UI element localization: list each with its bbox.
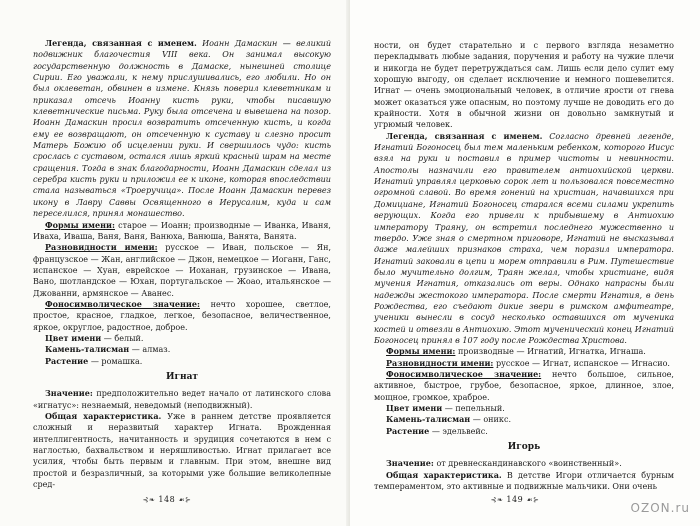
meaning-paragraph bbox=[33, 388, 331, 411]
variants-label: Разновидности имени: bbox=[386, 357, 494, 368]
forms-label: Формы имени: bbox=[386, 346, 456, 357]
legend-paragraph bbox=[33, 38, 331, 220]
stone-paragraph bbox=[33, 344, 331, 355]
stone-text: — оникс. bbox=[472, 415, 512, 425]
continuation-paragraph: ности, он будет старательно и с первого взгляда незаметно перекладывать любые задания, поручения и работу на чужие плечи и никогда не будет перетруждаться сам. Лишь если дело сулит ему хорошую выгоду, он сделает исключение и немного пошевелится. Игнат — очень эмоциональный человек, в отличие ярости от гнева может оказаться уже опасным, но поэтому лучше не доводить его до крайности. Хотя в обычной жизни он довольно замкнутый и угрюмый человек. bbox=[374, 41, 674, 130]
stone-text: — алмаз. bbox=[131, 345, 171, 355]
phono-paragraph bbox=[33, 299, 331, 333]
ozon-watermark: OZON.ru bbox=[630, 501, 690, 515]
plant-paragraph bbox=[374, 426, 674, 437]
forms-text: старое — Иоанн; производные — Иванка, Иваня, Иваха, Иваша, Ваня, Ваня, Ванюха, Ванюша, Ванята, Ванята. bbox=[33, 220, 331, 241]
character-label: Общая характеристика. bbox=[386, 469, 502, 480]
meaning-text: от древнескандинавского «воинственный». bbox=[436, 459, 622, 469]
color-paragraph bbox=[33, 333, 331, 344]
forms-paragraph bbox=[33, 220, 331, 243]
variants-text: русское — Игнат, испанское — Игнасио. bbox=[495, 358, 670, 368]
phono-label: Фоносимволическое значение: bbox=[386, 368, 542, 379]
character-text: В детстве Игори отличается бурным темпераментом, это активные и подвижные мальчики. Они очень bbox=[374, 470, 674, 492]
meaning-label: Значение: bbox=[386, 458, 434, 469]
phono-text: нечто хорошее, светлое, простое, красное, гладкое, легкое, безопасное, величественное, яркое, округлое, радостное, доброе. bbox=[33, 299, 331, 332]
legend-label: Легенда, связанная с именем. bbox=[386, 130, 543, 141]
meaning-paragraph bbox=[374, 458, 674, 469]
forms-paragraph bbox=[374, 346, 674, 357]
plant-text: — ромашка. bbox=[90, 356, 143, 366]
character-paragraph bbox=[33, 411, 331, 490]
color-label: Цвет имени bbox=[386, 403, 443, 413]
legend-text: Согласно древней легенде, Игнатий Богоносец был тем маленьким ребенком, которого Иисус взял на руки и поставил в пример чистоты и невинности. Апостолы назначили его правителем антиохийской церкви. Игнатий управлял церковью сорок лет и пользовался повсеместно огромной славой. Во время гонений на христиан, начавшихся при Домициане, Игнатий Богоносец старался всеми силами укрепить верующих. Когда его привели к прибывшему в Антиохию императору Траяну, он встретил последнего мужественно и твердо. Уже зная о смертном приговоре, Игнатий не высказывал даже малейших признаков страха, чем поразил императора. Игнатий заковали в цепи и морем отправили в Рим. Путешествие было мучительно долгим, Траян желал, чтобы христиане, видя мучения Игнатия, отказались от веры. Однако напрасны были надежды жестокого императора. После смерти Игнатия, в день Рождества, его съедают дикие звери в римском амфитеатре, ученики вынесли в сосуд несколько оставшихся от мученика костей и отвезли в Антиохию. Этот мученический конец Игнатий Богоносец принял в 107 году после Рождества Христова. bbox=[374, 131, 674, 345]
character-label: Общая характеристика. bbox=[45, 411, 162, 421]
variants-paragraph bbox=[33, 242, 331, 299]
plant-text: — эдельвейс. bbox=[431, 426, 488, 436]
name-heading: Игорь bbox=[507, 442, 541, 453]
right-page bbox=[350, 0, 700, 526]
forms-text: производные — Игнатий, Игнатка, Игнаша. bbox=[457, 347, 646, 357]
phono-label: Фоносимволическое значение: bbox=[45, 298, 200, 309]
color-paragraph bbox=[374, 403, 674, 414]
phono-text: нечто большое, сильное, активное, быстрое, грубое, безопасное, яркое, длинное, злое, мощное, громкое, храброе. bbox=[374, 369, 674, 402]
folio-ornament-right: ☙⊱ bbox=[526, 496, 540, 504]
left-column bbox=[33, 38, 331, 490]
color-label: Цвет имени bbox=[45, 332, 102, 343]
legend-label: Легенда, связанная с именем. bbox=[45, 38, 197, 48]
folio-ornament-right: ☙⊱ bbox=[178, 496, 192, 504]
name-heading: Игнат bbox=[165, 371, 198, 382]
page-number-value: 148 bbox=[158, 495, 176, 504]
legend-paragraph bbox=[374, 131, 674, 347]
variants-text: русское — Иван, польское — Ян, французское — Жан, английское — Джон, немецкое — Иоганн, Ганс, испанское — Хуан, еврейское — Иоханан, грузинское — Ивана, Вано, шотландское — Юхан, португальское — Жоао, итальянское — Джованни, армянское — Аванес. bbox=[33, 243, 331, 298]
variants-paragraph bbox=[374, 358, 674, 369]
folio-ornament-left: ⊰❧ bbox=[490, 496, 504, 504]
stone-label: Камень-талисман bbox=[45, 344, 130, 355]
page-number bbox=[0, 495, 342, 504]
stone-paragraph bbox=[374, 414, 674, 425]
character-paragraph bbox=[374, 470, 674, 493]
plant-paragraph bbox=[33, 356, 331, 367]
phono-paragraph bbox=[374, 369, 674, 403]
forms-label: Формы имени: bbox=[45, 219, 115, 230]
folio-ornament-left: ⊰❧ bbox=[142, 496, 156, 504]
right-column bbox=[374, 40, 674, 492]
meaning-label: Значение: bbox=[45, 388, 93, 399]
color-text: — белый. bbox=[103, 333, 144, 343]
page-number-value: 149 bbox=[506, 495, 524, 504]
color-text: — пепельный. bbox=[444, 404, 505, 413]
variants-label: Разновидности имени: bbox=[45, 242, 158, 253]
legend-text: Иоанн Дамаскин — великий подвижник благочестия VIII века. Он занимал высокую государственную должность в Дамаске, нынешней столице Сирии. Его уважали, к нему прислушивались, его любили. Но он был оклеветан, обвинен в измене. Князь поверил клеветникам и приказал отсечь Иоанну кисть руки, чтобы писавшую клеветнические письма. Руку была отсечена и вывешена на позор. Иоанн Дамаскин просил возвратить отсеченную кисть, и когда ему ее возвращают, он отсеченную к суставу и слезно просит Матерь Божию об исцелении руки. И свершилось чудо: кисть срослась с суставом, остался лишь яркий красный шрам на месте сращения. Тогда в знак благодарности, Иоанн Дамаскин сделал из серебра кисть руки и приложил ее к иконе, которая впоследствии стала называться «Троеручица». После Иоанн Дамаскин перевез икону в Лавру Саввы Освященного в Иерусалим, куда и сам переселился, принял монашество. bbox=[33, 39, 332, 219]
character-text: Уже в раннем детстве проявляется сложный и неразвитый характер Игната. Врожденная интеллигентность, начитанность и эрудиция сочетаются в нем с наглостью, бахвальством и неряшливостью. Игнат прилагает все усилия, чтобы быть первым и главным. При этом, внешне вид простой и безразличный, за которыми уже большие великолепные сред- bbox=[33, 412, 332, 490]
meaning-text: предположительно ведет начало от латинского слова «игнатус»: незнаемый, неведомый (неподвижный). bbox=[33, 389, 332, 410]
plant-label: Растение bbox=[386, 425, 430, 436]
plant-label: Растение bbox=[45, 355, 89, 366]
stone-label: Камень-талисман bbox=[386, 414, 471, 425]
